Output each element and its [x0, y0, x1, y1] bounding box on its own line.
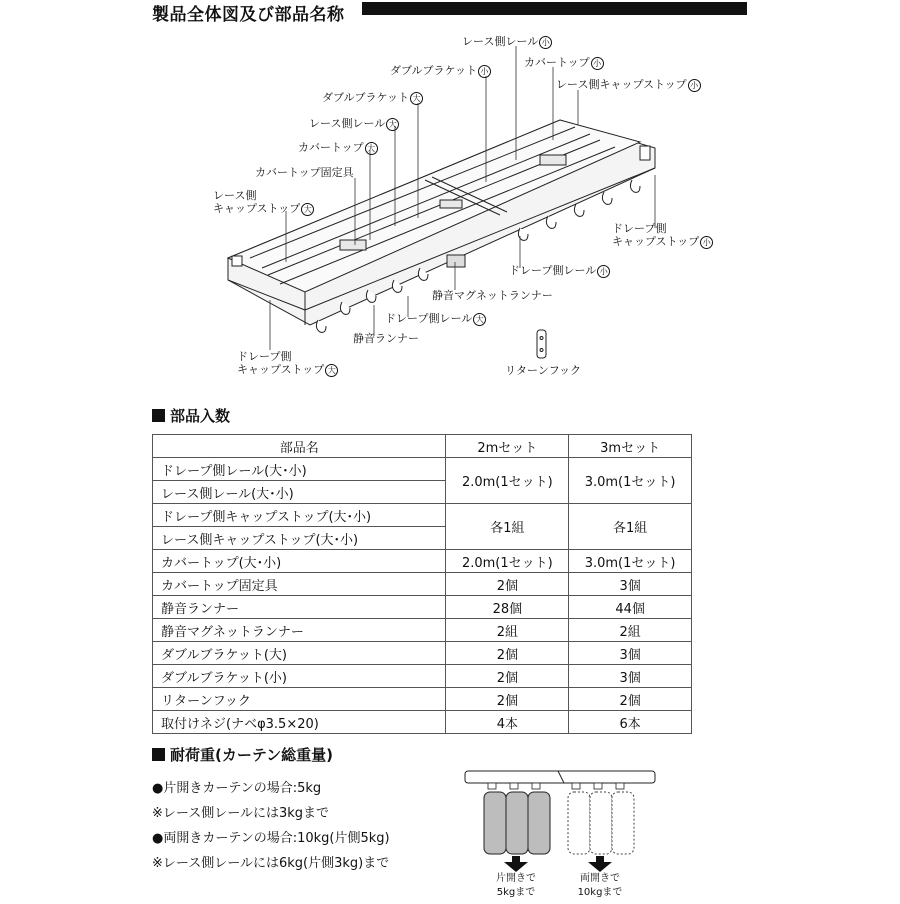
- diagram-section-title: 製品全体図及び部品名称: [152, 5, 345, 25]
- label-cover-top-large: カバートップ 大: [298, 141, 378, 155]
- label-return-hook: リターンフック: [505, 364, 582, 377]
- label-drape-rail-large: ドレープ側レール 大: [385, 312, 486, 326]
- caption-single: 片開きで 5kgまで: [496, 873, 536, 898]
- load-capacity-heading: 耐荷重(カーテン総重量): [152, 744, 333, 765]
- table-row: ダブルブラケット(小) 2個 3個: [153, 665, 692, 688]
- table-row: 静音マグネットランナー 2組 2組: [153, 619, 692, 642]
- table-row: レース側レール(大･小): [153, 481, 692, 504]
- product-diagram: [0, 0, 900, 400]
- load-note-single: ●片開きカーテンの場合:5kg: [152, 781, 322, 796]
- caption-double: 両開きで 10kgまで: [577, 873, 623, 898]
- label-double-bracket-large: ダブルブラケット 大: [322, 91, 423, 105]
- rail-illustration: [0, 0, 900, 400]
- parts-table: [152, 434, 692, 734]
- table-header-row: [153, 435, 692, 458]
- label-magnet-runner: 静音マグネットランナー: [432, 289, 553, 302]
- header-3m-set: 3mセット: [569, 435, 692, 458]
- label-drape-rail-small: ドレープ側レール 小: [509, 264, 610, 278]
- table-row: カバートップ固定具 2個 3個: [153, 573, 692, 596]
- table-row: ドレープ側キャップストップ(大･小) 各1組 各1組: [153, 504, 692, 527]
- heading-square-icon: [152, 748, 165, 761]
- label-double-bracket-small: ダブルブラケット 小: [390, 64, 491, 78]
- label-lace-rail-large: レース側レール 大: [309, 117, 399, 131]
- label-lace-cap-stop-large: レース側 キャップストップ 大: [213, 189, 314, 216]
- load-illustration: [460, 768, 690, 900]
- label-drape-cap-stop-small: ドレープ側 キャップストップ 小: [612, 222, 713, 249]
- label-lace-rail-small: レース側レール 小: [462, 35, 552, 49]
- table-row: リターンフック 2個 2個: [153, 688, 692, 711]
- label-cover-top-fixer: カバートップ固定具: [255, 166, 354, 179]
- load-note-single-lace: ※レース側レールには3kgまで: [152, 806, 330, 821]
- load-note-double-lace: ※レース側レールには6kg(片側3kg)まで: [152, 856, 390, 871]
- load-note-double: ●両開きカーテンの場合:10kg(片側5kg): [152, 831, 390, 846]
- heading-square-icon: [152, 409, 165, 422]
- label-silent-runner: 静音ランナー: [353, 332, 419, 345]
- table-row: カバートップ(大･小) 2.0m(1セット) 3.0m(1セット): [153, 550, 692, 573]
- header-part-name: 部品名: [153, 435, 446, 458]
- label-cover-top-small: カバートップ 小: [524, 56, 604, 70]
- parts-count-heading: 部品入数: [152, 405, 230, 426]
- table-row: レース側キャップストップ(大･小): [153, 527, 692, 550]
- table-row: 静音ランナー 28個 44個: [153, 596, 692, 619]
- table-row: ドレープ側レール(大･小) 2.0m(1セット) 3.0m(1セット): [153, 458, 692, 481]
- table-row: 取付けネジ(ナベφ3.5×20) 4本 6本: [153, 711, 692, 734]
- table-row: ダブルブラケット(大) 2個 3個: [153, 642, 692, 665]
- label-drape-cap-stop-large: ドレープ側 キャップストップ 大: [237, 350, 338, 377]
- label-lace-cap-stop-small: レース側キャップストップ 小: [556, 78, 701, 92]
- header-2m-set: 2mセット: [446, 435, 569, 458]
